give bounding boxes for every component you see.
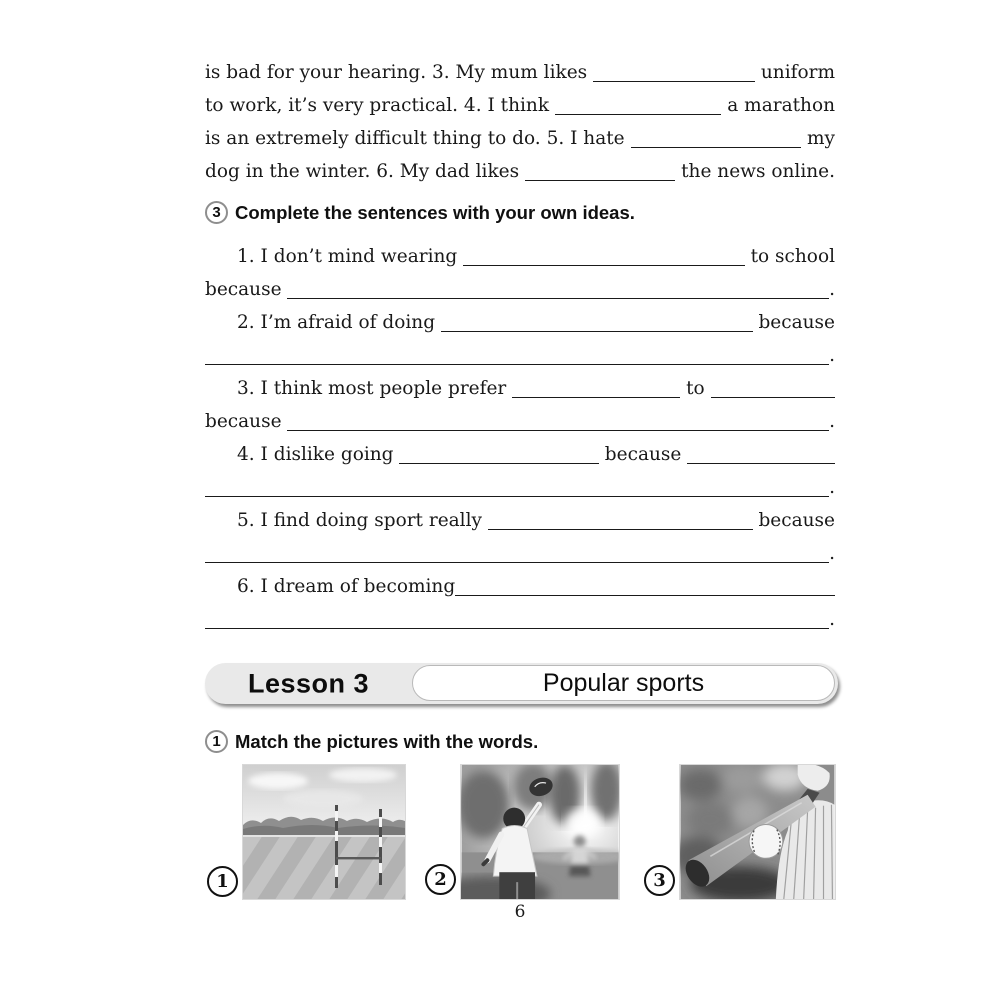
fill-in-blank	[687, 451, 835, 464]
fill-in-blank	[399, 451, 599, 464]
fill-in-blank	[512, 385, 680, 398]
sentence-text: because	[752, 510, 835, 531]
fill-in-blank	[205, 550, 829, 563]
sentence-text: .	[829, 609, 835, 630]
exercise-1-header	[205, 725, 538, 758]
lesson-banner	[205, 663, 838, 704]
sentence-1-line-1	[205, 238, 835, 271]
sentence-text: because	[752, 312, 835, 333]
sentence-text: because	[598, 444, 688, 465]
sentence-text: 5. I find doing sport really	[237, 510, 488, 531]
sentence-text: 2. I’m afraid of doing	[237, 312, 441, 333]
lesson-number-label: Lesson 3	[248, 668, 370, 698]
fill-in-blank	[488, 517, 753, 530]
intro-line-4	[205, 153, 835, 186]
sentence-2-line-1	[205, 304, 835, 337]
sentence-text: .	[829, 477, 835, 498]
sentence-text: .	[829, 279, 835, 300]
intro-line-1	[205, 54, 835, 87]
intro-text: dog in the winter. 6. My dad likes	[205, 161, 525, 182]
exercise-3-header	[205, 196, 635, 229]
picture-1	[243, 765, 405, 899]
sentence-5-line-2	[205, 535, 835, 568]
picture-number-circle: 1	[207, 866, 238, 897]
lesson-title: Popular sports	[412, 665, 835, 701]
sentence-5-line-1	[205, 502, 835, 535]
sentence-text: because	[205, 279, 288, 300]
sentence-4-line-2	[205, 469, 835, 502]
fill-in-blank	[711, 385, 835, 398]
sentence-2-line-2	[205, 337, 835, 370]
rugby-goalposts-field-photo	[243, 765, 405, 899]
sentence-text: .	[829, 543, 835, 564]
intro-text: my	[801, 128, 835, 149]
fill-in-blank	[631, 135, 802, 148]
fill-in-blank	[593, 69, 755, 82]
sentence-text: 3. I think most people prefer	[237, 378, 513, 399]
picture-number-circle: 2	[425, 864, 456, 895]
picture-3	[680, 765, 835, 899]
sentence-text: because	[205, 411, 288, 432]
exercise-instruction: Match the pictures with the words.	[235, 730, 539, 752]
intro-line-2	[205, 87, 835, 120]
sentence-1-line-2	[205, 271, 835, 304]
fill-in-blank	[455, 583, 835, 596]
fill-in-blank	[205, 484, 829, 497]
sentence-6-line-1	[205, 568, 835, 601]
sentence-text: 6. I dream of becoming	[237, 576, 456, 597]
sentence-text: .	[829, 345, 835, 366]
intro-line-3	[205, 120, 835, 153]
sentence-3-line-1	[205, 370, 835, 403]
intro-text: the news online.	[675, 161, 835, 182]
fill-in-blank	[205, 352, 829, 365]
picture-number-circle: 3	[644, 865, 675, 896]
baseball-bat-and-ball-photo	[680, 765, 835, 899]
sentence-4-line-1	[205, 436, 835, 469]
intro-text: to work, it’s very practical. 4. I think	[205, 95, 555, 116]
fill-in-blank	[287, 286, 829, 299]
fill-in-blank	[441, 319, 753, 332]
fill-in-blank	[205, 616, 829, 629]
sentence-3-line-2	[205, 403, 835, 436]
sentence-text: .	[829, 411, 835, 432]
fill-in-blank	[287, 418, 829, 431]
fill-in-blank	[555, 102, 721, 115]
exercise-number-circle: 3	[205, 201, 228, 224]
child-throwing-ball-photo	[461, 765, 619, 899]
intro-text: a marathon	[721, 95, 835, 116]
sentence-text: to school	[744, 246, 835, 267]
exercise-number-circle: 1	[205, 730, 228, 753]
intro-text: is bad for your hearing. 3. My mum likes	[205, 62, 594, 83]
sentence-6-line-2	[205, 601, 835, 634]
page-number: 6	[514, 902, 526, 922]
intro-text: is an extremely difficult thing to do. 5. I hate	[205, 128, 631, 149]
sentence-text: 1. I don’t mind wearing	[237, 246, 464, 267]
sentence-text: 4. I dislike going	[237, 444, 400, 465]
fill-in-blank	[463, 253, 745, 266]
fill-in-blank	[525, 168, 675, 181]
sentence-text: to	[680, 378, 711, 399]
picture-2	[461, 765, 619, 899]
exercise-instruction: Complete the sentences with your own ideas.	[235, 201, 635, 223]
intro-text: uniform	[755, 62, 835, 83]
